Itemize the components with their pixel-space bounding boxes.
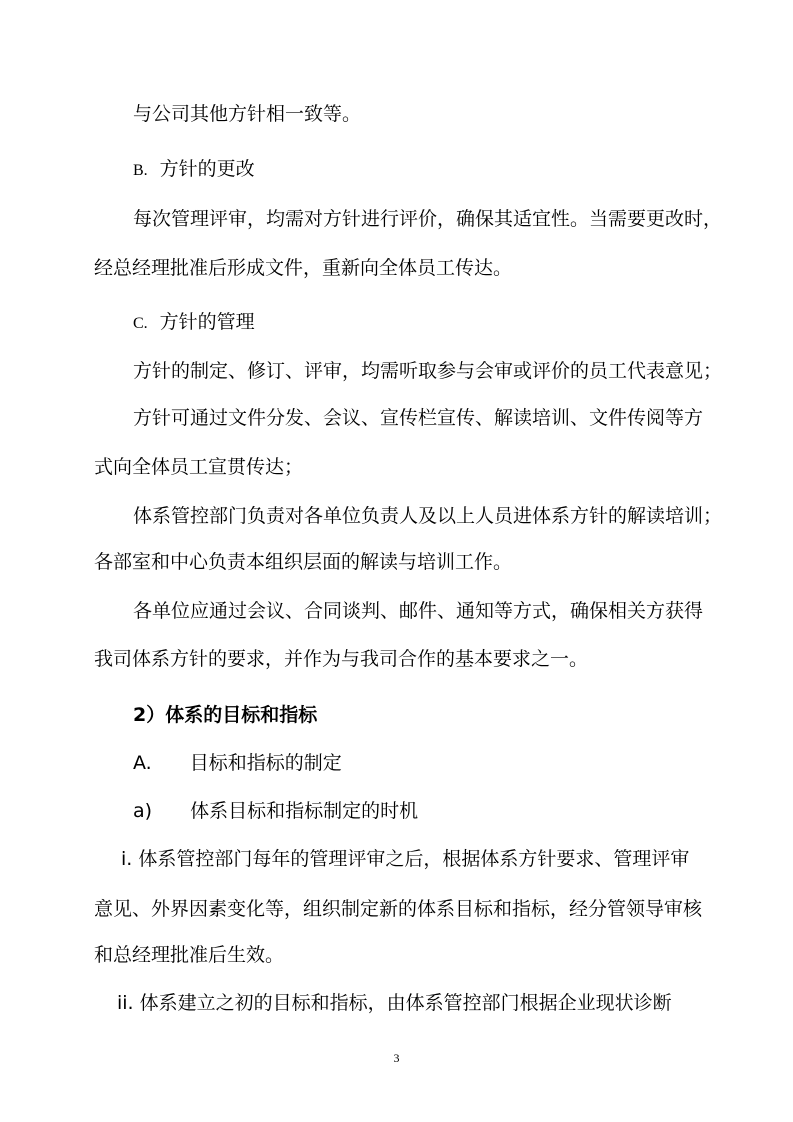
subsection-heading-a-lower: [133, 798, 418, 824]
page-number: 3: [393, 1051, 400, 1065]
subsection-title: 目标和指标的制定: [189, 752, 342, 774]
section-heading-b: [133, 156, 255, 184]
section-label: B.: [133, 162, 148, 179]
section-title: 方针的管理: [159, 311, 255, 333]
paragraph-line: 式向全体员工宣贯传达；: [94, 456, 304, 478]
section-title: 方针的更改: [159, 158, 255, 180]
paragraph-line: 经总经理批准后形成文件，重新向全体员工传达。: [94, 257, 513, 279]
subsection-label: A.: [133, 752, 152, 774]
paragraph-line: 各单位应通过会议、合同谈判、邮件、通知等方式，确保相关方获得: [133, 600, 704, 622]
section-heading-2: 2）体系的目标和指标: [133, 704, 318, 726]
paragraph-line: 每次管理评审，均需对方针进行评价，确保其适宜性。当需要更改时，: [133, 208, 723, 230]
paragraph-line: 我司体系方针的要求，并作为与我司合作的基本要求之一。: [94, 648, 589, 670]
subsection-heading-a: [133, 750, 342, 776]
paragraph-line: i. 体系管控部门每年的管理评审之后，根据体系方针要求、管理评审: [121, 848, 690, 870]
paragraph-line: 意见、外界因素变化等，组织制定新的体系目标和指标，经分管领导审核: [94, 898, 703, 920]
paragraph-line: 与公司其他方针相一致等。: [133, 103, 362, 125]
paragraph-line: 体系管控部门负责对各单位负责人及以上人员进体系方针的解读培训；: [133, 505, 723, 527]
subsection-title: 体系目标和指标制定的时机: [190, 800, 419, 822]
paragraph-line: 和总经理批准后生效。: [94, 944, 285, 966]
paragraph-line: 各部室和中心负责本组织层面的解读与培训工作。: [94, 551, 513, 573]
paragraph-line: 方针可通过文件分发、会议、宣传栏宣传、解读培训、文件传阅等方: [133, 407, 704, 429]
section-label: C.: [133, 315, 148, 332]
paragraph-line: 方针的制定、修订、评审，均需听取参与会审或评价的员工代表意见；: [133, 360, 723, 382]
subsection-label: a): [133, 800, 153, 822]
section-heading-c: [133, 309, 255, 337]
paragraph-line: ii. 体系建立之初的目标和指标，由体系管控部门根据企业现状诊断: [117, 992, 672, 1014]
